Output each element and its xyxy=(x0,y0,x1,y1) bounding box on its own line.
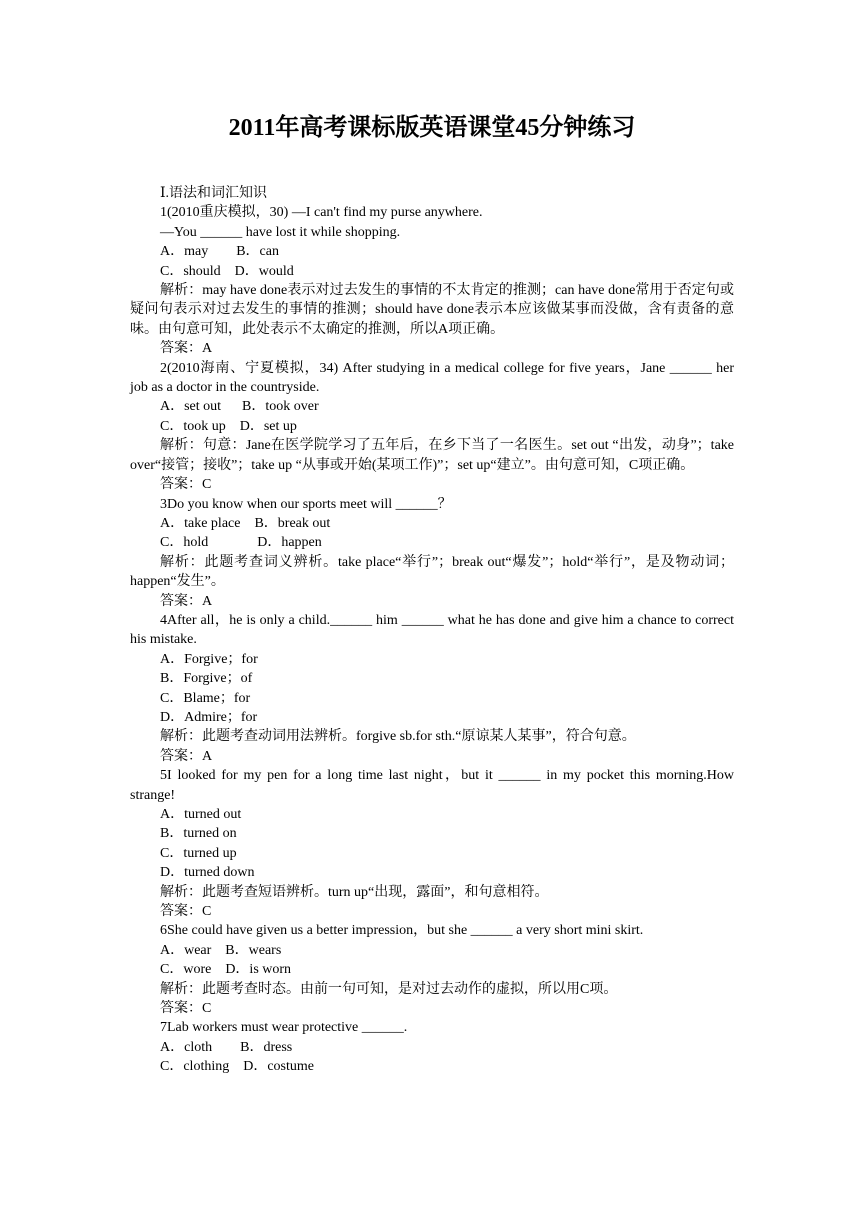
answer-text: 答案：C xyxy=(160,904,212,920)
option-line: A．wear B．wears xyxy=(160,942,282,958)
option-line: D．Admire；for xyxy=(160,709,258,725)
question-stem: 7Lab workers must wear protective ______. xyxy=(160,1020,408,1036)
option-line: D．turned down xyxy=(160,865,255,881)
analysis-text: 解析：此题考查词义辨析。take place“举行”；break out“爆发”；hold“举行”，是及物动词；happen“发生”。 xyxy=(130,554,734,590)
analysis-text: 解析：句意：Jane在医学院学习了五年后，在乡下当了一名医生。set out “出发，动身”；take over“接管；接收”；take up “从事或开始(某项工作)”；set up“建立”。由句意可知，C项正确。 xyxy=(130,438,734,473)
option-line: C．turned up xyxy=(160,845,237,861)
option-line: B．turned on xyxy=(160,826,237,842)
answer-text: 答案：C xyxy=(160,477,212,493)
question-block xyxy=(130,359,734,495)
question-block xyxy=(130,495,734,611)
option-line: C．should D．would xyxy=(160,263,294,279)
question-block xyxy=(130,203,734,358)
question-block xyxy=(130,921,734,1018)
option-line: A．Forgive；for xyxy=(160,651,258,667)
question-stem: 3Do you know when our sports meet will ______？ xyxy=(160,496,452,512)
question-stem: 5I looked for my pen for a long time last night，but it ______ in my pocket this morning.How strange! xyxy=(130,768,734,803)
analysis-text: 解析：此题考查动词用法辨析。forgive sb.for sth.“原谅某人某事”，符合句意。 xyxy=(160,729,636,745)
option-line: C．hold D．happen xyxy=(160,535,322,551)
question-stem: 6She could have given us a better impression，but she ______ a very short mini skirt. xyxy=(160,923,644,939)
document-body xyxy=(130,184,734,1077)
option-line: A．take place B．break out xyxy=(160,515,331,531)
option-line: A．turned out xyxy=(160,807,242,822)
page-title: 2011年高考课标版英语课堂45分钟练习 xyxy=(228,115,636,141)
answer-text: 答案：A xyxy=(160,748,213,764)
option-line: C．took up D．set up xyxy=(160,418,297,434)
answer-text: 答案：C xyxy=(160,1001,212,1017)
option-line: A．may B．can xyxy=(160,244,279,260)
answer-text: 答案：A xyxy=(160,593,213,609)
option-line: A．cloth B．dress xyxy=(160,1039,293,1055)
option-line: C．wore D．is worn xyxy=(160,962,292,978)
analysis-text: 解析：may have done表示对过去发生的事情的不太肯定的推测；can have done常用于否定句或疑问句表示对过去发生的事情的推测；should have done表示本应该做某事而没做，含有责备的意味。由句意可知，此处表示不太确定的推测，所以A项正确。 xyxy=(130,283,734,337)
option-line: C．Blame；for xyxy=(160,690,251,706)
question-stem: —You ______ have lost it while shopping. xyxy=(160,224,401,240)
question-block xyxy=(130,1018,734,1076)
answer-text: 答案：A xyxy=(160,341,213,357)
section-heading: Ⅰ.语法和词汇知识 xyxy=(160,186,268,201)
analysis-text: 解析：此题考查短语辨析。turn up“出现，露面”，和句意相符。 xyxy=(160,884,549,900)
analysis-text: 解析：此题考查时态。由前一句可知，是对过去动作的虚拟，所以用C项。 xyxy=(160,981,618,997)
option-line: A．set out B．took over xyxy=(160,399,319,415)
question-stem: 1(2010重庆模拟，30) —I can't find my purse anywhere. xyxy=(160,205,483,221)
question-stem: 4After all，he is only a child.______ him ______ what he has done and give him a chance to correct his mistake. xyxy=(130,612,734,648)
question-block xyxy=(130,766,734,921)
question-stem: 2(2010海南、宁夏模拟，34) After studying in a medical college for five years，Jane ______ her job as a doctor in the countryside. xyxy=(130,360,734,396)
option-line: C．clothing D．costume xyxy=(160,1059,314,1075)
option-line: B．Forgive；of xyxy=(160,671,253,687)
question-block xyxy=(130,611,734,766)
